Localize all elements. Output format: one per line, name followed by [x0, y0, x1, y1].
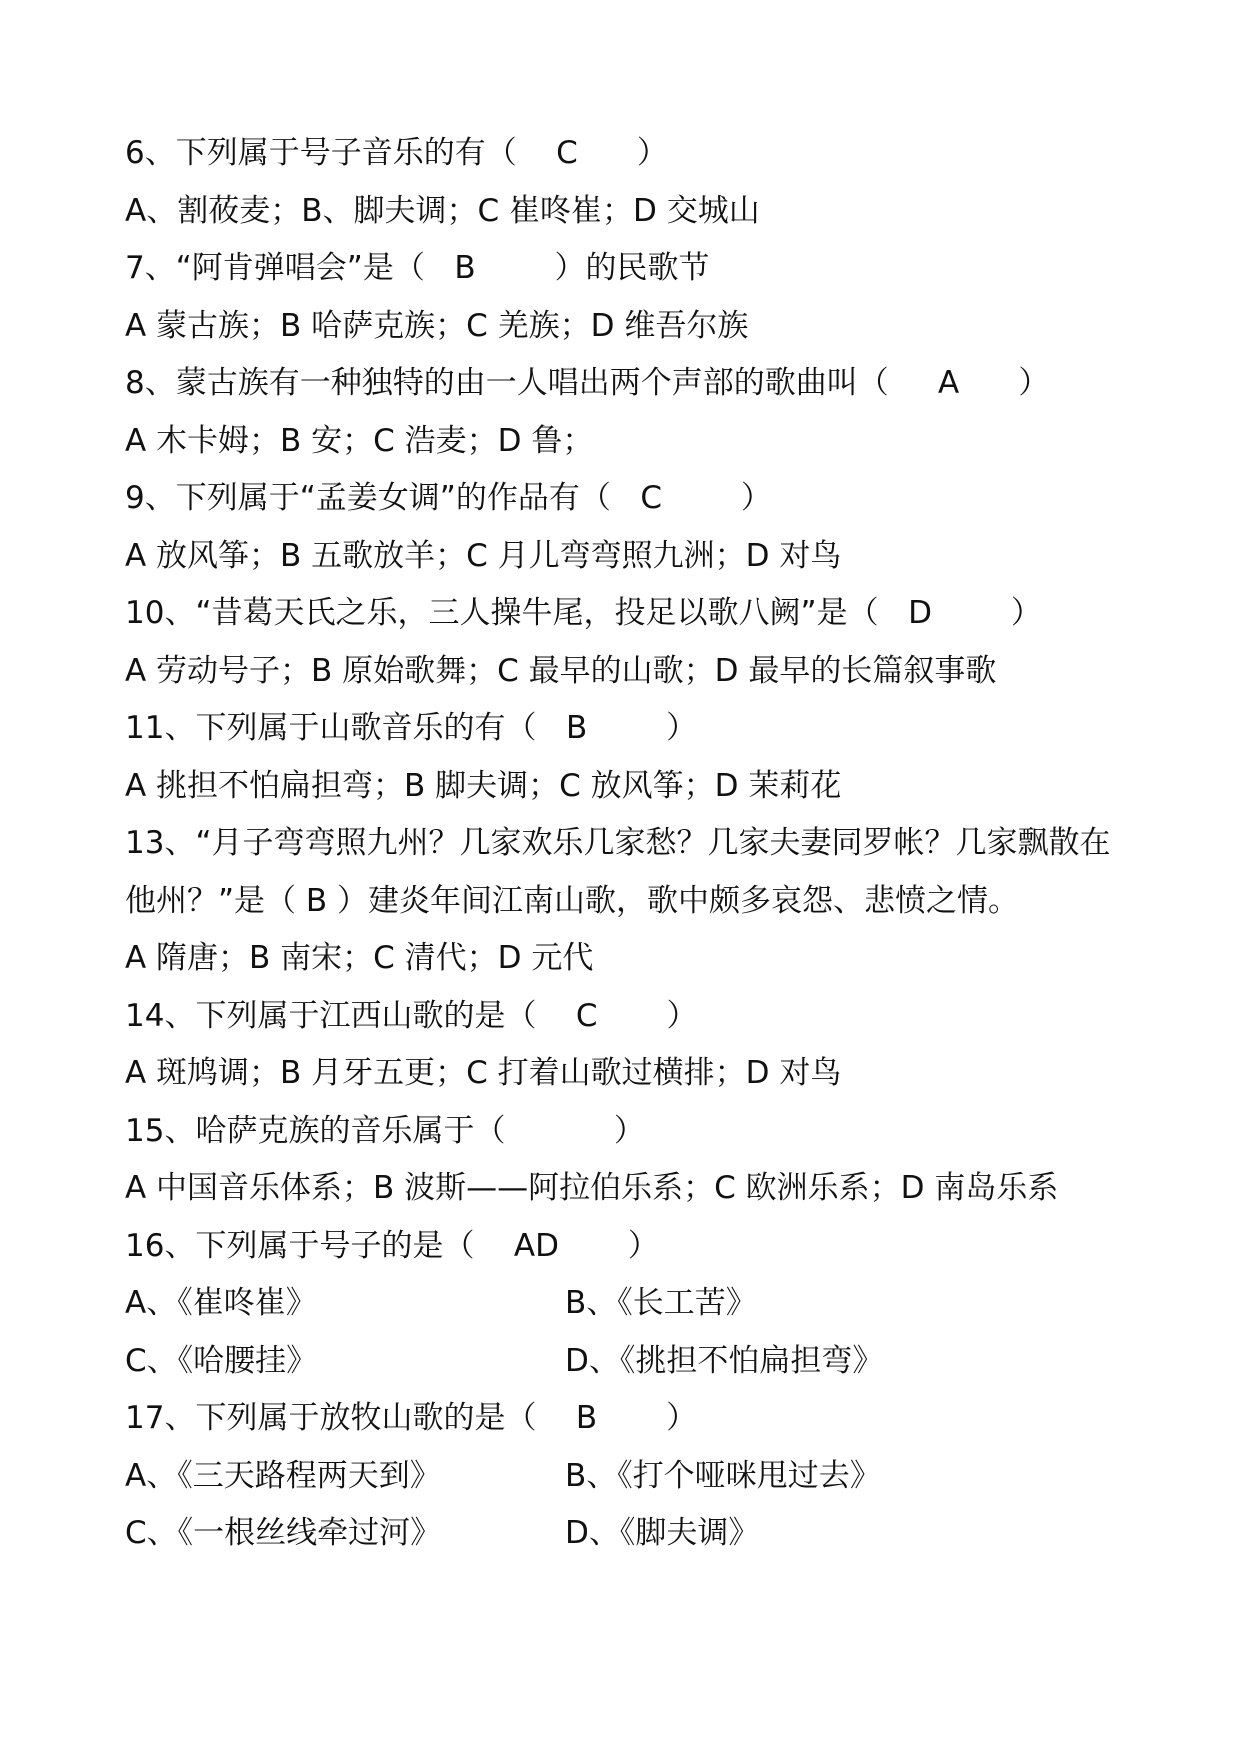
question-9-options: A 放风筝；B 五歌放羊；C 月儿弯弯照九洲；D 对鸟 — [125, 537, 842, 574]
question-8: 8、蒙古族有一种独特的由一人唱出两个声部的歌曲叫（ A ） — [125, 365, 1050, 401]
question-17-options-row-2 — [125, 1505, 1135, 1563]
question-6-options: A、割莜麦；B、脚夫调；C 崔咚崔；D 交城山 — [125, 192, 760, 229]
question-17-option-a: A、《三天路程两天到》 — [125, 1457, 441, 1494]
question-6: 6、下列属于号子音乐的有（ C ） — [125, 135, 668, 171]
question-17: 17、下列属于放牧山歌的是（ B ） — [125, 1400, 698, 1436]
question-16: 16、下列属于号子的是（ AD ） — [125, 1227, 659, 1264]
question-16-options-row-1 — [125, 1275, 1135, 1333]
question-16-option-d: D、《挑担不怕扁担弯》 — [565, 1342, 884, 1379]
question-14: 14、下列属于江西山歌的是（ C ） — [125, 997, 698, 1034]
question-16-option-c: C、《哈腰挂》 — [125, 1342, 318, 1379]
question-17-option-d: D、《脚夫调》 — [565, 1515, 760, 1551]
question-list — [125, 125, 1135, 1563]
question-15-options: A 中国音乐体系；B 波斯——阿拉伯乐系；C 欧洲乐系；D 南岛乐系 — [125, 1170, 1059, 1206]
question-10-options: A 劳动号子；B 原始歌舞；C 最早的山歌；D 最早的长篇叙事歌 — [125, 652, 997, 689]
question-16-option-a: A、《崔咚崔》 — [125, 1285, 317, 1321]
question-11-options: A 挑担不怕扁担弯；B 脚夫调；C 放风筝；D 茉莉花 — [125, 767, 842, 804]
question-17-option-b: B、《打个哑咪甩过去》 — [565, 1457, 881, 1494]
question-8-options: A 木卡姆；B 安；C 浩麦；D 鲁； — [125, 422, 594, 459]
question-13: 13、“月子弯弯照九州？几家欢乐几家愁？几家夫妻同罗帐？几家飘散在他州？”是（ B ）建炎年间江南山歌，歌中颇多哀怨、悲愤之情。 — [125, 825, 1111, 919]
question-7-options: A 蒙古族；B 哈萨克族；C 羌族；D 维吾尔族 — [125, 307, 749, 344]
question-16-option-b: B、《长工苦》 — [565, 1285, 757, 1321]
question-11: 11、下列属于山歌音乐的有（ B ） — [125, 710, 698, 746]
question-15: 15、哈萨克族的音乐属于（ ） — [125, 1112, 645, 1149]
question-16-options-row-2 — [125, 1333, 1135, 1391]
question-10: 10、“昔葛天氏之乐，三人操牛尾，投足以歌八阙”是（ D ） — [125, 595, 1042, 631]
question-14-options: A 斑鸠调；B 月牙五更；C 打着山歌过横排；D 对鸟 — [125, 1055, 842, 1091]
question-9: 9、下列属于“孟姜女调”的作品有（ C ） — [125, 480, 772, 516]
question-17-options-row-1 — [125, 1448, 1135, 1506]
question-13-options: A 隋唐；B 南宋；C 清代；D 元代 — [125, 940, 594, 976]
question-17-option-c: C、《一根丝线牵过河》 — [125, 1515, 442, 1551]
question-7: 7、“阿肯弹唱会”是（ B ）的民歌节 — [125, 250, 710, 286]
